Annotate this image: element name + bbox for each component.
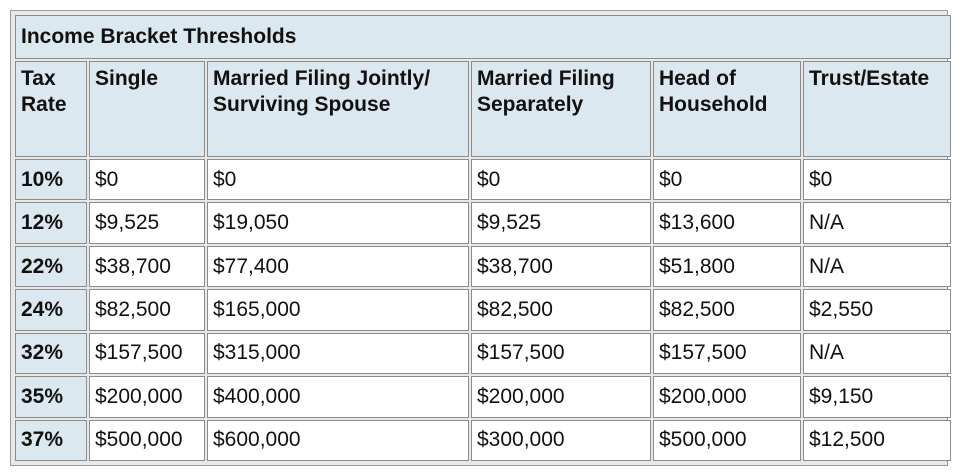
header-trust-estate: Trust/Estate: [803, 61, 951, 157]
cell-head-of-household: $157,500: [653, 333, 801, 374]
cell-single: $0: [89, 159, 205, 200]
cell-married-jointly: $0: [207, 159, 469, 200]
table-row: [15, 202, 951, 243]
cell-single: $38,700: [89, 246, 205, 287]
cell-married-jointly: $315,000: [207, 333, 469, 374]
cell-married-jointly: $77,400: [207, 246, 469, 287]
table-row: [15, 420, 951, 461]
income-bracket-table: [13, 13, 953, 463]
cell-married-separately: $157,500: [471, 333, 651, 374]
table-body: [15, 159, 951, 461]
cell-head-of-household: $82,500: [653, 289, 801, 330]
table-row: [15, 159, 951, 200]
cell-rate: 32%: [15, 333, 87, 374]
cell-head-of-household: $51,800: [653, 246, 801, 287]
cell-single: $200,000: [89, 376, 205, 417]
cell-rate: 24%: [15, 289, 87, 330]
header-married-jointly: Married Filing Jointly/ Surviving Spouse: [207, 61, 469, 157]
table-title: Income Bracket Thresholds: [15, 15, 951, 59]
header-married-separately: Married Filing Separately: [471, 61, 651, 157]
cell-head-of-household: $13,600: [653, 202, 801, 243]
cell-rate: 10%: [15, 159, 87, 200]
cell-single: $82,500: [89, 289, 205, 330]
cell-married-separately: $0: [471, 159, 651, 200]
table-row: [15, 333, 951, 374]
cell-married-jointly: $400,000: [207, 376, 469, 417]
cell-rate: 22%: [15, 246, 87, 287]
income-bracket-table-container: [10, 10, 948, 466]
cell-trust-estate: N/A: [803, 202, 951, 243]
cell-rate: 12%: [15, 202, 87, 243]
cell-trust-estate: $0: [803, 159, 951, 200]
table-header-row: [15, 61, 951, 157]
header-head-of-household: Head of Household: [653, 61, 801, 157]
cell-trust-estate: N/A: [803, 333, 951, 374]
cell-head-of-household: $200,000: [653, 376, 801, 417]
cell-married-separately: $200,000: [471, 376, 651, 417]
header-single: Single: [89, 61, 205, 157]
table-title-row: [15, 15, 951, 59]
cell-trust-estate: $9,150: [803, 376, 951, 417]
cell-married-jointly: $165,000: [207, 289, 469, 330]
cell-rate: 37%: [15, 420, 87, 461]
cell-head-of-household: $0: [653, 159, 801, 200]
cell-married-separately: $9,525: [471, 202, 651, 243]
cell-single: $500,000: [89, 420, 205, 461]
cell-single: $9,525: [89, 202, 205, 243]
header-tax-rate: Tax Rate: [15, 61, 87, 157]
cell-married-separately: $38,700: [471, 246, 651, 287]
cell-married-jointly: $600,000: [207, 420, 469, 461]
cell-married-separately: $300,000: [471, 420, 651, 461]
table-row: [15, 246, 951, 287]
cell-married-jointly: $19,050: [207, 202, 469, 243]
cell-head-of-household: $500,000: [653, 420, 801, 461]
table-row: [15, 376, 951, 417]
cell-trust-estate: N/A: [803, 246, 951, 287]
table-row: [15, 289, 951, 330]
cell-trust-estate: $2,550: [803, 289, 951, 330]
cell-married-separately: $82,500: [471, 289, 651, 330]
cell-rate: 35%: [15, 376, 87, 417]
cell-single: $157,500: [89, 333, 205, 374]
cell-trust-estate: $12,500: [803, 420, 951, 461]
